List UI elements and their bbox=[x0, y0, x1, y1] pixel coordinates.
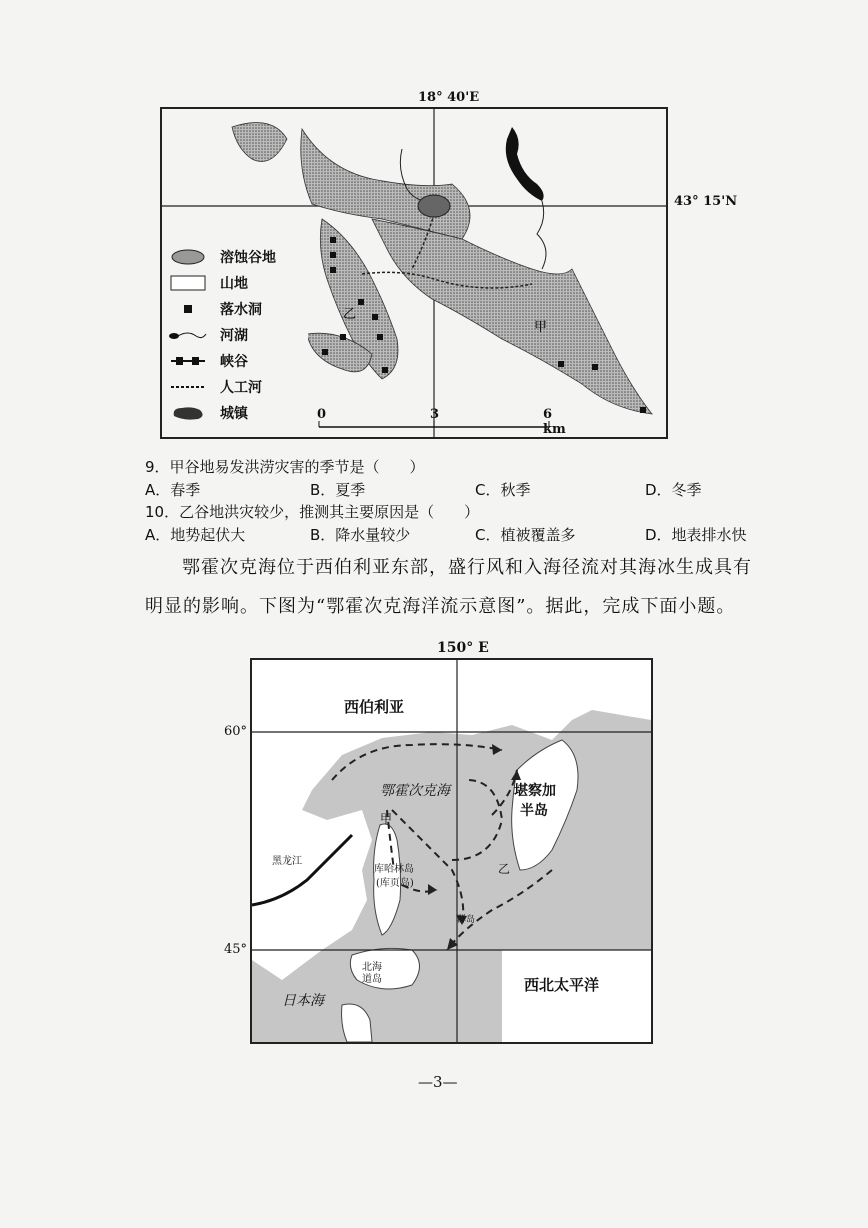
jia-label: 甲 bbox=[380, 812, 393, 826]
qundao-label: 群岛 bbox=[457, 915, 476, 925]
karst-map bbox=[160, 107, 668, 439]
legend-item bbox=[168, 400, 308, 426]
question-9-option-a: A．春季 bbox=[145, 481, 201, 499]
canal-dashed-line-icon bbox=[168, 378, 208, 396]
map1-lon-label: 18° 40'E bbox=[418, 90, 480, 105]
intro-line-1: 鄂霍次克海位于西伯利亚东部，盛行风和入海径流对其海冰生成具有 bbox=[182, 557, 752, 578]
okhotsk-sea-label: 鄂霍次克海 bbox=[380, 783, 450, 799]
legend-label: 峡谷 bbox=[220, 354, 248, 370]
karst-valley-jia bbox=[372, 219, 652, 414]
kamchatka-label-line2: 半岛 bbox=[520, 803, 548, 819]
town bbox=[418, 195, 450, 217]
karst-valley-nw bbox=[232, 123, 287, 162]
scale-bar bbox=[317, 407, 566, 437]
question-9-option-c: C．秋季 bbox=[475, 481, 531, 499]
legend-label: 人工河 bbox=[220, 380, 262, 396]
map2-lat-45-label: 45° bbox=[224, 942, 248, 957]
heilongjiang-label: 黑龙江 bbox=[272, 856, 302, 867]
siberia-label: 西伯利亚 bbox=[344, 698, 405, 716]
question-9-stem: 9．甲谷地易发洪涝灾害的季节是（ ） bbox=[145, 458, 425, 476]
sakhalin-label-line2: (库页岛) bbox=[376, 878, 414, 889]
legend-label: 河湖 bbox=[220, 328, 248, 344]
yi-label: 乙 bbox=[343, 307, 357, 322]
nw-pacific-label: 西北太平洋 bbox=[524, 976, 600, 994]
japan-sea-label: 日本海 bbox=[282, 993, 324, 1009]
question-10-option-b: B．降水量较少 bbox=[310, 526, 411, 544]
intro-line-2: 明显的影响。下图为“鄂霍次克海洋流示意图”。据此，完成下面小题。 bbox=[145, 596, 736, 617]
question-10-stem: 10．乙谷地洪灾较少，推测其主要原因是（ ） bbox=[145, 503, 480, 521]
kamchatka-label-line1: 堪察加 bbox=[514, 783, 556, 799]
question-9-option-d: D．冬季 bbox=[645, 481, 702, 499]
question-9-option-b: B．夏季 bbox=[310, 481, 366, 499]
map2-lon-label: 150° E bbox=[437, 640, 489, 656]
legend-item bbox=[168, 244, 308, 270]
legend-label: 城镇 bbox=[220, 406, 248, 422]
legend-label: 山地 bbox=[220, 276, 248, 292]
town-blob-icon bbox=[168, 404, 208, 422]
question-10-option-d: D．地表排水快 bbox=[645, 526, 747, 544]
scale-tick: 6 km bbox=[543, 407, 566, 437]
jia-label: 甲 bbox=[534, 320, 548, 335]
legend-item bbox=[168, 374, 308, 400]
mountain-swatch-icon bbox=[168, 274, 208, 292]
map2-lat-60-label: 60° bbox=[224, 724, 248, 739]
question-10-option-a: A．地势起伏大 bbox=[145, 526, 246, 544]
lake bbox=[506, 127, 544, 201]
legend-item bbox=[168, 296, 308, 322]
okhotsk-map bbox=[250, 658, 653, 1044]
river-lake-line-icon bbox=[168, 326, 208, 344]
hokkaido-label-line1: 北海 bbox=[362, 962, 382, 973]
legend-item bbox=[168, 322, 308, 348]
gorge-line-icon bbox=[168, 352, 208, 370]
scale-tick: 0 bbox=[317, 407, 327, 422]
nw-pacific-area bbox=[502, 950, 651, 1042]
legend-label: 溶蚀谷地 bbox=[220, 250, 276, 266]
legend-item bbox=[168, 270, 308, 296]
legend-label: 落水洞 bbox=[220, 302, 262, 318]
map1-lat-label: 43° 15'N bbox=[674, 194, 738, 209]
sakhalin-label-line1: 库哈林岛 bbox=[374, 864, 414, 875]
karst-valley-swatch-icon bbox=[168, 248, 208, 266]
scale-tick: 3 bbox=[430, 407, 440, 422]
question-10-option-c: C．植被覆盖多 bbox=[475, 526, 576, 544]
page-number: —3— bbox=[418, 1073, 458, 1091]
legend-item bbox=[168, 348, 308, 374]
yi-label: 乙 bbox=[498, 862, 511, 876]
map1-legend bbox=[168, 244, 308, 426]
hokkaido-label-line2: 道岛 bbox=[362, 974, 382, 985]
sinkhole-square-icon bbox=[168, 300, 208, 318]
